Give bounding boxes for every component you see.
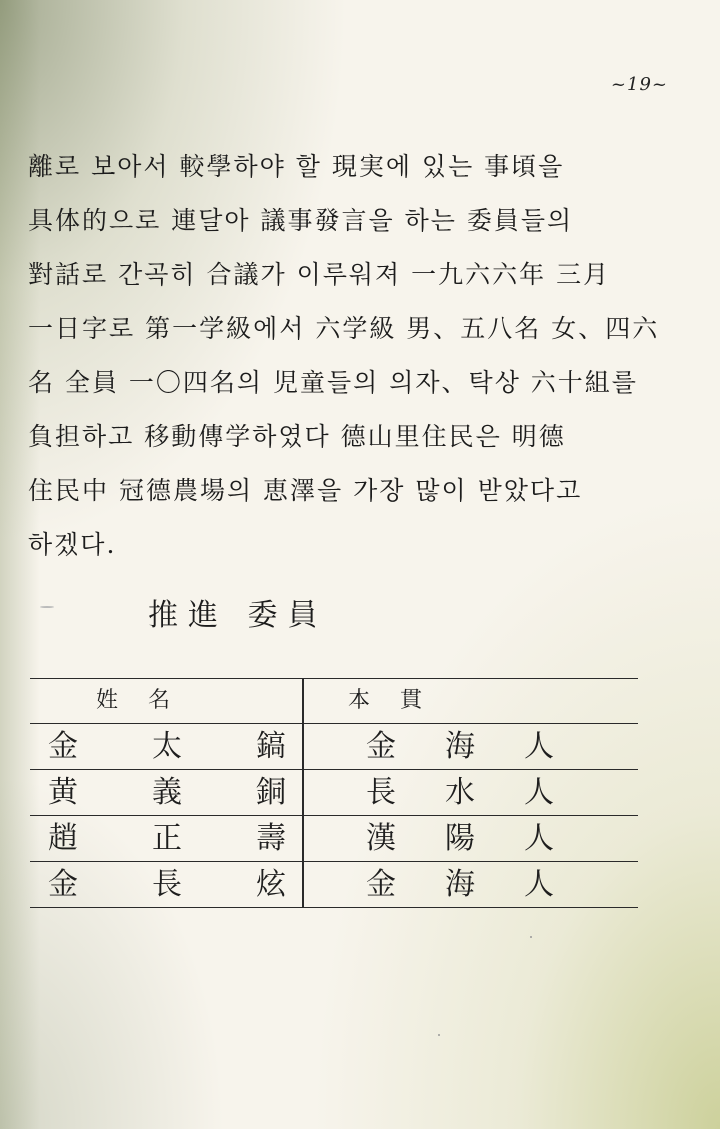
origin-char: 海 — [445, 867, 475, 902]
text-line: 하겠다. — [28, 530, 117, 559]
table-row — [30, 863, 638, 908]
row-divider — [30, 861, 638, 862]
paper-speck — [530, 936, 532, 938]
body-paragraph — [28, 140, 668, 572]
origin-char: 陽 — [445, 821, 475, 856]
table-header — [30, 679, 638, 724]
origin-char: 人 — [524, 729, 554, 764]
name-char: 壽 — [256, 821, 286, 856]
header-name: 姓名 — [96, 688, 201, 713]
origin-char: 海 — [445, 729, 475, 764]
origin-char: 漢 — [366, 821, 396, 856]
table-row — [30, 771, 638, 816]
origin-char: 人 — [524, 821, 554, 856]
member-origin — [360, 819, 560, 859]
member-name — [42, 727, 292, 767]
text-line: 對話로 간곡히 合議가 이루워져 一九六六年 三月 — [28, 260, 611, 289]
name-char: 太 — [152, 729, 182, 764]
member-name — [42, 819, 292, 859]
committee-heading: 推進 委員 — [148, 598, 328, 633]
name-char: 金 — [48, 867, 78, 902]
origin-char: 長 — [366, 775, 396, 810]
page-number: ~19~ — [610, 74, 668, 95]
name-char: 黄 — [48, 775, 78, 810]
member-origin — [360, 727, 560, 767]
name-char: 炫 — [256, 867, 286, 902]
table-row — [30, 725, 638, 770]
name-char: 趙 — [48, 821, 78, 856]
name-char: 銅 — [256, 775, 286, 810]
name-char: 金 — [48, 729, 78, 764]
paper-speck — [40, 606, 54, 608]
member-origin — [360, 865, 560, 905]
member-name — [42, 773, 292, 813]
origin-char: 人 — [524, 775, 554, 810]
paper-speck — [438, 1034, 440, 1036]
member-origin — [360, 773, 560, 813]
text-line: 住民中 冠德農場의 恵澤을 가장 많이 받았다고 — [28, 476, 583, 505]
member-table — [30, 678, 638, 908]
text-line: 具体的으로 連달아 議事發言을 하는 委員들의 — [28, 206, 574, 235]
origin-char: 金 — [366, 729, 396, 764]
row-divider — [30, 815, 638, 816]
member-name — [42, 865, 292, 905]
origin-char: 人 — [524, 867, 554, 902]
text-line: 名 全員 一〇四名의 児童들의 의자、탁상 六十組를 — [28, 368, 638, 397]
table-row — [30, 817, 638, 862]
name-char: 長 — [152, 867, 182, 902]
text-line: 離로 보아서 較學하야 할 現実에 있는 事頃을 — [28, 152, 565, 181]
name-char: 鎬 — [256, 729, 286, 764]
name-char: 義 — [152, 775, 182, 810]
text-line: 負担하고 移動傳学하였다 德山里住民은 明德 — [28, 422, 566, 451]
row-divider — [30, 769, 638, 770]
name-char: 正 — [152, 821, 182, 856]
origin-char: 水 — [445, 775, 475, 810]
origin-char: 金 — [366, 867, 396, 902]
header-origin: 本貫 — [348, 688, 453, 713]
text-line: 一日字로 第一学級에서 六学級 男、五八名 女、四六 — [28, 314, 660, 343]
